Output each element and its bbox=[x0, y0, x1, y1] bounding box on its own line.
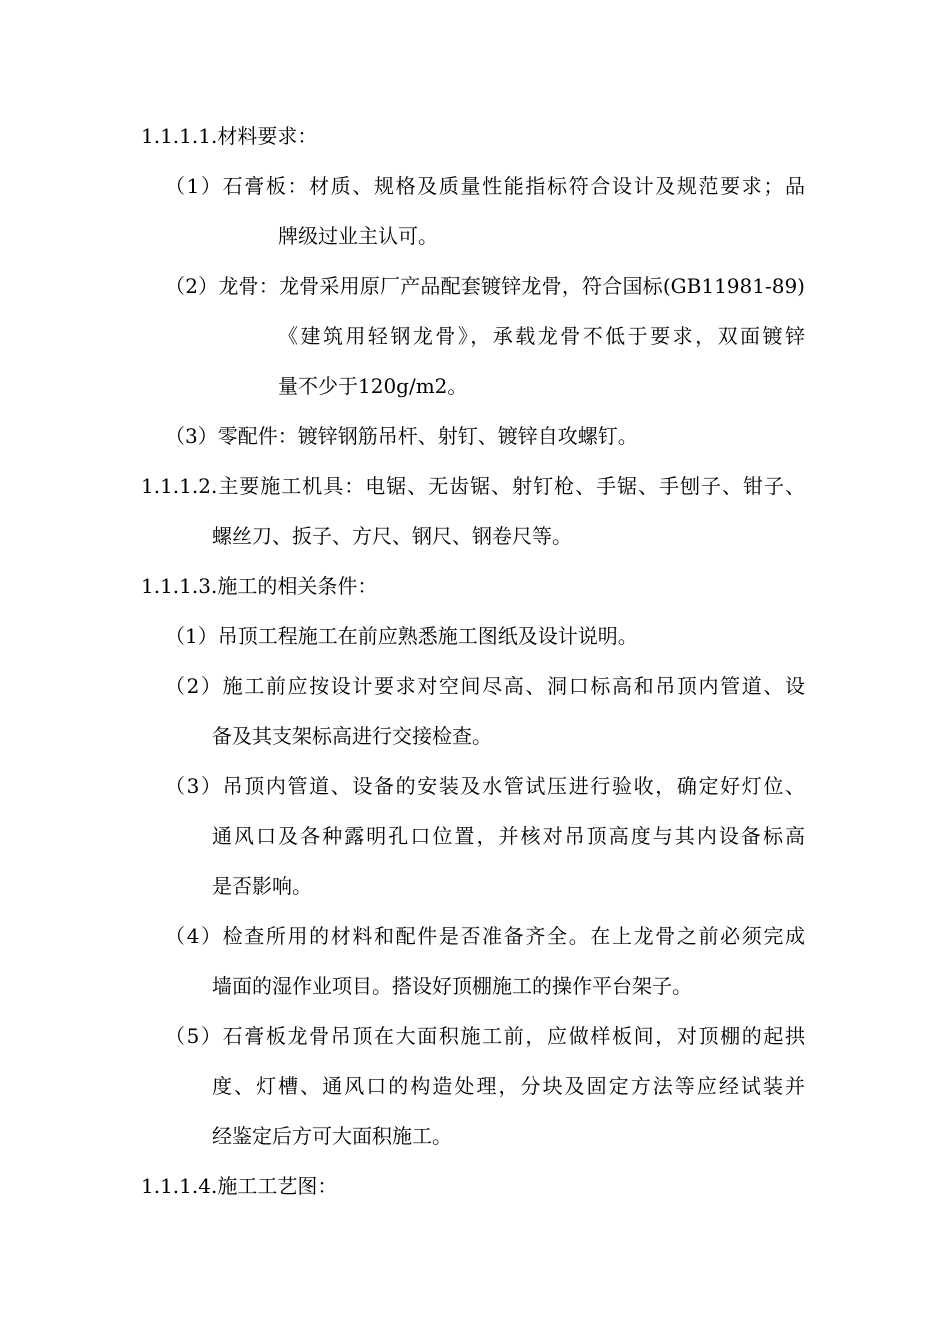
condition-1-line-1: （1）吊顶工程施工在前应熟悉施工图纸及设计说明。 bbox=[165, 624, 638, 648]
item-keel-line-1: （2）龙骨：龙骨采用原厂产品配套镀锌龙骨，符合国标(GB11981-89) bbox=[165, 274, 805, 298]
section-heading-conditions: 1.1.1.3.施工的相关条件： bbox=[141, 574, 378, 598]
condition-2-line-1: （2）施工前应按设计要求对空间尽高、洞口标高和吊顶内管道、设 bbox=[165, 674, 805, 698]
condition-2-line-2: 备及其支架标高进行交接检查。 bbox=[212, 724, 492, 748]
section-heading-tools-line-2: 螺丝刀、扳子、方尺、钢尺、钢卷尺等。 bbox=[212, 524, 572, 548]
condition-5-line-1: （5）石膏板龙骨吊顶在大面积施工前，应做样板间，对顶棚的起拱 bbox=[165, 1024, 805, 1048]
condition-5-line-3: 经鉴定后方可大面积施工。 bbox=[212, 1124, 452, 1148]
condition-3-line-1: （3）吊顶内管道、设备的安装及水管试压进行验收，确定好灯位、 bbox=[165, 774, 805, 798]
condition-3-line-3: 是否影响。 bbox=[212, 874, 312, 898]
section-heading-process-diagram: 1.1.1.4.施工工艺图： bbox=[141, 1174, 338, 1198]
item-accessories-line-1: （3）零配件：镀锌钢筋吊杆、射钉、镀锌自攻螺钉。 bbox=[165, 424, 638, 448]
section-heading-materials: 1.1.1.1.材料要求： bbox=[141, 124, 318, 148]
item-gypsum-board-line-2: 牌级过业主认可。 bbox=[278, 224, 438, 248]
section-heading-tools-line-1: 1.1.1.2.主要施工机具：电锯、无齿锯、射钉枪、手锯、手刨子、钳子、 bbox=[141, 474, 805, 498]
item-keel-line-3: 量不少于120g/m2。 bbox=[278, 374, 468, 398]
item-gypsum-board-line-1: （1）石膏板：材质、规格及质量性能指标符合设计及规范要求；品 bbox=[165, 174, 805, 198]
condition-3-line-2: 通风口及各种露明孔口位置，并核对吊顶高度与其内设备标高 bbox=[212, 824, 805, 848]
condition-4-line-2: 墙面的湿作业项目。搭设好顶棚施工的操作平台架子。 bbox=[212, 974, 692, 998]
condition-5-line-2: 度、灯槽、通风口的构造处理，分块及固定方法等应经试装并 bbox=[212, 1074, 805, 1098]
condition-4-line-1: （4）检查所用的材料和配件是否准备齐全。在上龙骨之前必须完成 bbox=[165, 924, 805, 948]
item-keel-line-2: 《建筑用轻钢龙骨》，承载龙骨不低于要求，双面镀锌 bbox=[278, 324, 805, 348]
